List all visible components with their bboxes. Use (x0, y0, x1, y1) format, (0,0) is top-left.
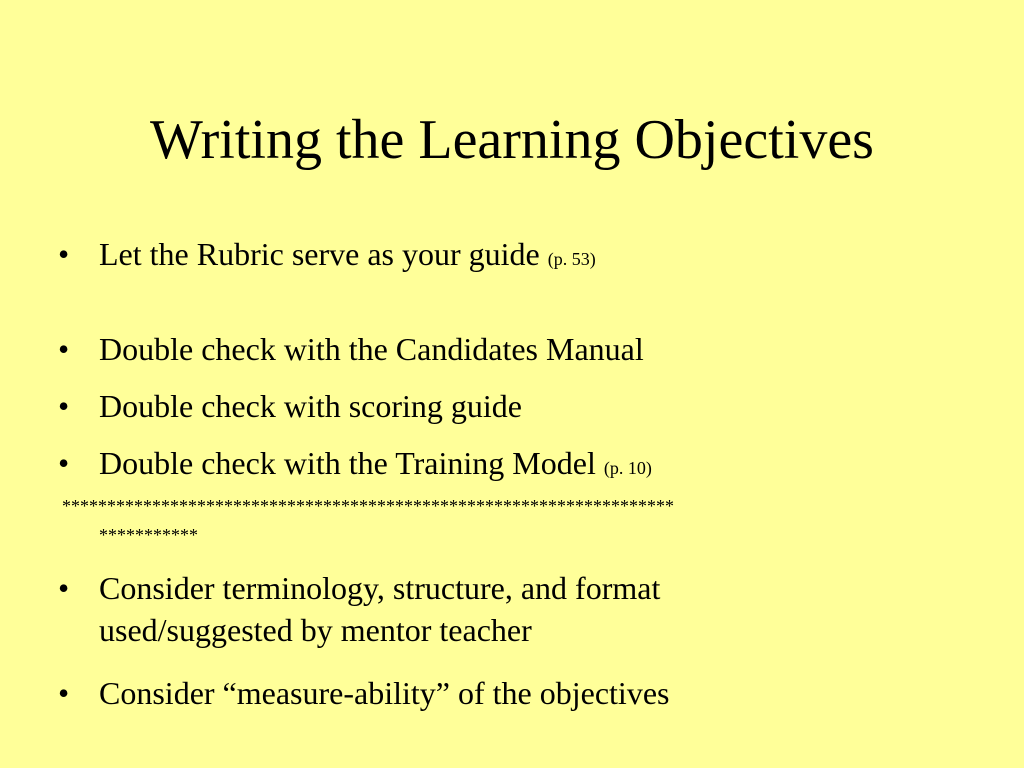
bullet-icon: • (58, 675, 70, 711)
bullet-label: Let the Rubric serve as your guide (99, 236, 540, 272)
bullet-icon: • (58, 445, 70, 481)
bullet-text: Double check with the Candidates Manual (99, 331, 644, 367)
bullet-label: Double check with the Training Model (99, 445, 596, 481)
bullet-text: Consider terminology, structure, and format used/suggested by mentor teacher (99, 570, 661, 648)
bullet-text (99, 233, 958, 280)
bullet-text: Consider “measure-ability” of the objectives (99, 675, 670, 711)
bullet-item-candidates-manual (58, 328, 958, 370)
separator-line-2: *********** (99, 525, 198, 545)
bullet-icon: • (58, 236, 70, 272)
bullet-item-measure-ability (58, 672, 958, 714)
bullet-icon: • (58, 388, 70, 424)
bullet-item-scoring-guide (58, 385, 958, 427)
bullet-text: Double check with scoring guide (99, 388, 522, 424)
page-reference: (p. 53) (547, 249, 596, 269)
bullet-item-rubric (58, 233, 958, 280)
separator-asterisks (62, 492, 962, 550)
bullet-item-training-model (58, 442, 958, 489)
separator-line-1: ******************************************************************** (62, 496, 674, 516)
slide-title: Writing the Learning Objectives (150, 109, 874, 171)
page-reference: (p. 10) (603, 458, 652, 478)
bullet-item-terminology (58, 567, 838, 651)
bullet-text (99, 442, 958, 489)
bullet-icon: • (58, 331, 70, 367)
bullet-icon: • (58, 570, 70, 606)
